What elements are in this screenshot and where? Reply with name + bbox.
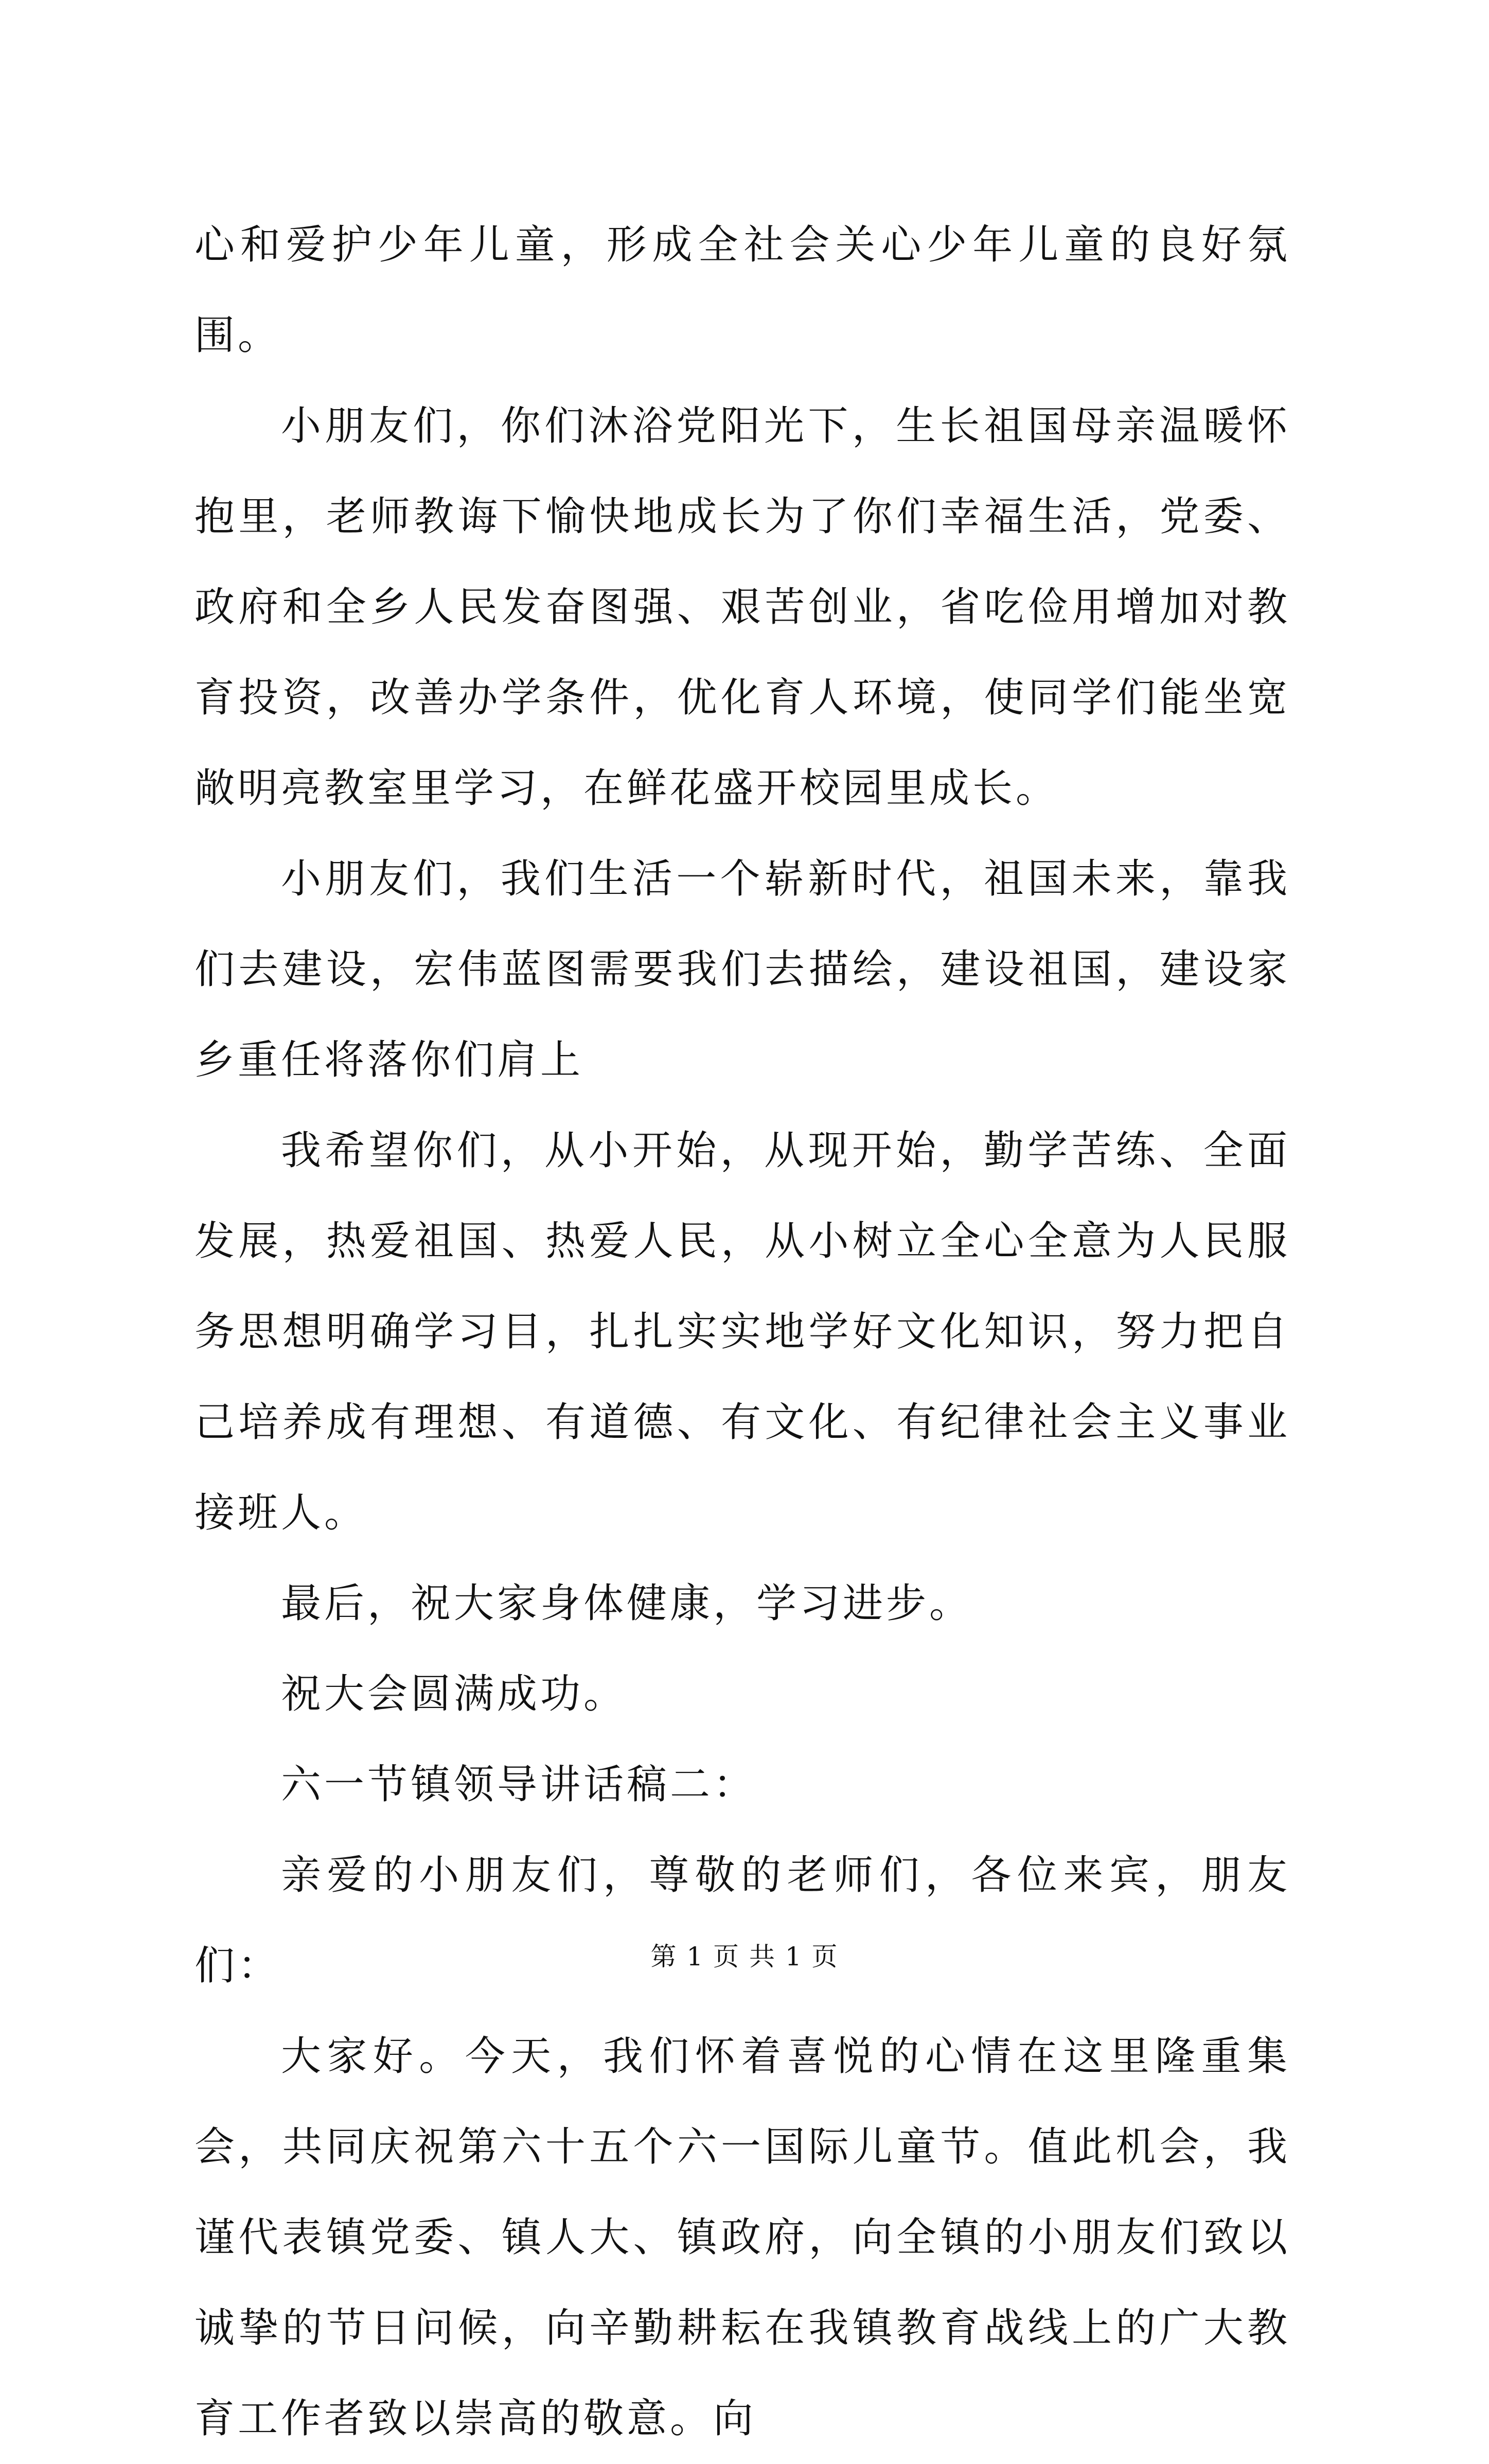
paragraph-salutation: 亲爱的小朋友们，尊敬的老师们，各位来宾，朋友们：: [194, 1852, 1290, 1989]
paragraph-continuation: 心和爱护少年儿童，形成全社会关心少年儿童的良好氛围。: [194, 222, 1290, 359]
paragraph-greeting: 大家好。今天，我们怀着喜悦的心情在这里隆重集会，共同庆祝第六十五个六一国际儿童节。值此机会，我谨代表镇党委、镇人大、镇政府，向全镇的小朋友们致以诚挚的节日问候，向辛勤耕耘在我镇教育战线上的广大教育工作者致以崇高的敬意。向: [194, 2033, 1290, 2442]
document-body: [194, 200, 1290, 2464]
paragraph-new-era: 小朋友们，我们生活一个崭新时代，祖国未来，靠我们去建设，宏伟蓝图需要我们去描绘，建设祖国，建设家乡重任将落你们肩上: [194, 856, 1290, 1083]
paragraph-hopes: 我希望你们，从小开始，从现开始，勤学苦练、全面发展，热爱祖国、热爱人民，从小树立全心全意为人民服务思想明确学习目，扎扎实实地学好文化知识，努力把自己培养成有理想、有道德、有文化、有纪律社会主义事业接班人。: [194, 1128, 1290, 1536]
section-heading: 六一节镇领导讲话稿二：: [281, 1762, 757, 1808]
paragraph-success: 祝大会圆满成功。: [281, 1671, 627, 1717]
paragraph-wishes: 最后，祝大家身体健康，学习进步。: [281, 1580, 973, 1627]
page-footer: 第 1 页 共 1 页: [650, 1942, 839, 1972]
paragraph-children-growth: 小朋友们，你们沐浴党阳光下，生长祖国母亲温暖怀抱里，老师教诲下愉快地成长为了你们幸福生活，党委、政府和全乡人民发奋图强、艰苦创业，省吃俭用增加对教育投资，改善办学条件，优化育人环境，使同学们能坐宽敞明亮教室里学习，在鲜花盛开校园里成长。: [194, 403, 1290, 812]
